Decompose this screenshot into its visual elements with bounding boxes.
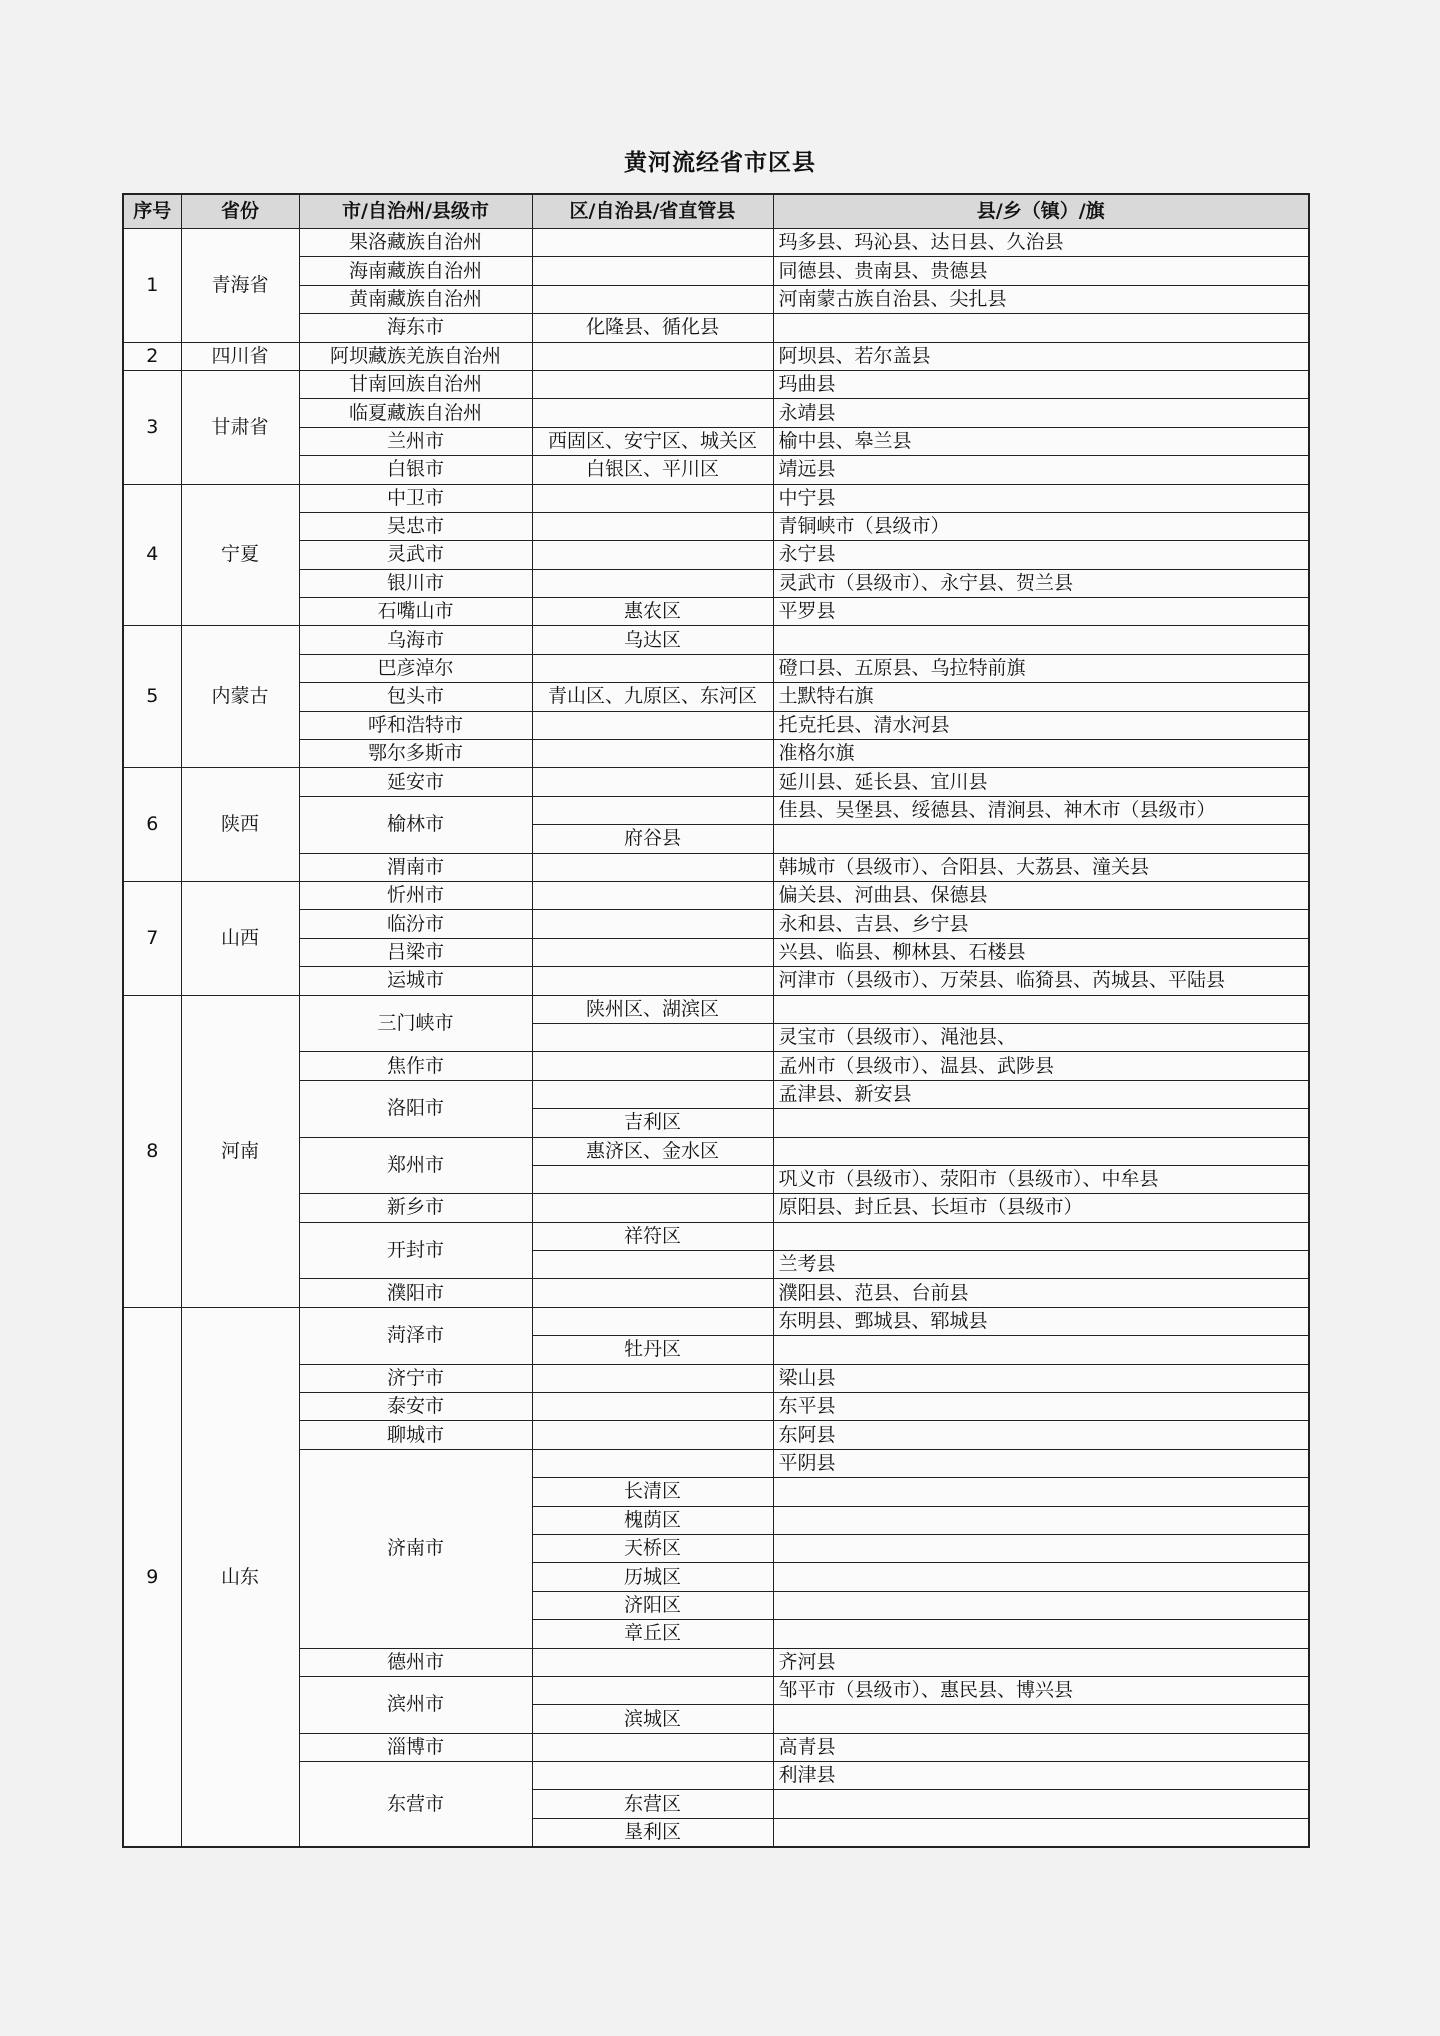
province-cell: 甘肃省: [181, 370, 299, 484]
city-cell: 海东市: [299, 314, 532, 342]
city-cell: 海南藏族自治州: [299, 257, 532, 285]
seq-cell: 6: [123, 768, 181, 882]
province-cell: 山东: [181, 1307, 299, 1847]
table-row: [123, 1762, 1309, 1790]
district-cell: 化隆县、循化县: [532, 314, 773, 342]
table-row: [123, 796, 1309, 824]
county-cell: [773, 1137, 1309, 1165]
district-cell: 济阳区: [532, 1591, 773, 1619]
county-cell: [773, 626, 1309, 654]
district-cell: 东营区: [532, 1790, 773, 1818]
city-cell: 滨州市: [299, 1676, 532, 1733]
table-row: [123, 569, 1309, 597]
district-cell: [532, 1449, 773, 1477]
county-cell: 托克托县、清水河县: [773, 711, 1309, 739]
county-cell: 榆中县、皋兰县: [773, 427, 1309, 455]
city-cell: 黄南藏族自治州: [299, 285, 532, 313]
city-cell: 临汾市: [299, 910, 532, 938]
county-cell: 中宁县: [773, 484, 1309, 512]
city-cell: 果洛藏族自治州: [299, 229, 532, 257]
document-title: 黄河流经省市区县: [624, 150, 816, 176]
county-cell: [773, 1336, 1309, 1364]
city-cell: 濮阳市: [299, 1279, 532, 1307]
county-cell: 磴口县、五原县、乌拉特前旗: [773, 654, 1309, 682]
district-cell: [532, 370, 773, 398]
county-cell: 东明县、鄄城县、郓城县: [773, 1307, 1309, 1335]
district-cell: [532, 569, 773, 597]
city-cell: 新乡市: [299, 1194, 532, 1222]
county-cell: [773, 1478, 1309, 1506]
district-cell: [532, 1307, 773, 1335]
county-cell: 延川县、延长县、宜川县: [773, 768, 1309, 796]
province-cell: 山西: [181, 881, 299, 995]
county-cell: [773, 1591, 1309, 1619]
city-cell: 呼和浩特市: [299, 711, 532, 739]
district-cell: [532, 342, 773, 370]
table-row: [123, 740, 1309, 768]
district-cell: 祥符区: [532, 1222, 773, 1250]
seq-cell: 7: [123, 881, 181, 995]
table-row: [123, 512, 1309, 540]
district-cell: [532, 512, 773, 540]
city-cell: 兰州市: [299, 427, 532, 455]
district-cell: [532, 910, 773, 938]
district-cell: [532, 938, 773, 966]
table-row: [123, 1648, 1309, 1676]
district-cell: [532, 1279, 773, 1307]
table-row: [123, 257, 1309, 285]
county-cell: 利津县: [773, 1762, 1309, 1790]
county-cell: 永宁县: [773, 541, 1309, 569]
county-cell: [773, 825, 1309, 853]
city-cell: 巴彦淖尔: [299, 654, 532, 682]
city-cell: 乌海市: [299, 626, 532, 654]
table-row: [123, 711, 1309, 739]
county-cell: 巩义市（县级市）、荥阳市（县级市）、中牟县: [773, 1165, 1309, 1193]
county-cell: 平罗县: [773, 598, 1309, 626]
county-cell: 同德县、贵南县、贵德县: [773, 257, 1309, 285]
table-row: [123, 1676, 1309, 1704]
table-row: [123, 598, 1309, 626]
table-row: [123, 285, 1309, 313]
table-row: [123, 938, 1309, 966]
district-cell: [532, 740, 773, 768]
header-seq: 序号: [123, 194, 181, 229]
city-cell: 淄博市: [299, 1733, 532, 1761]
city-cell: 洛阳市: [299, 1080, 532, 1137]
county-cell: 永和县、吉县、乡宁县: [773, 910, 1309, 938]
district-cell: [532, 1676, 773, 1704]
city-cell: 渭南市: [299, 853, 532, 881]
table-row: [123, 683, 1309, 711]
seq-cell: 8: [123, 995, 181, 1307]
seq-cell: 9: [123, 1307, 181, 1847]
city-cell: 吴忠市: [299, 512, 532, 540]
city-cell: 济南市: [299, 1449, 532, 1648]
table-row: [123, 484, 1309, 512]
table-row: [123, 995, 1309, 1023]
city-cell: 榆林市: [299, 796, 532, 853]
county-cell: 土默特右旗: [773, 683, 1309, 711]
table-row: [123, 1733, 1309, 1761]
county-cell: [773, 1506, 1309, 1534]
city-cell: 三门峡市: [299, 995, 532, 1052]
county-cell: 孟州市（县级市）、温县、武陟县: [773, 1052, 1309, 1080]
county-cell: 齐河县: [773, 1648, 1309, 1676]
table-row: [123, 626, 1309, 654]
yellow-river-table: [122, 193, 1310, 1848]
city-cell: 忻州市: [299, 881, 532, 909]
county-cell: 平阴县: [773, 1449, 1309, 1477]
table-row: [123, 370, 1309, 398]
province-cell: 青海省: [181, 229, 299, 343]
district-cell: [532, 1052, 773, 1080]
county-cell: 孟津县、新安县: [773, 1080, 1309, 1108]
district-cell: [532, 229, 773, 257]
district-cell: 长清区: [532, 1478, 773, 1506]
table-row: [123, 1279, 1309, 1307]
county-cell: 准格尔旗: [773, 740, 1309, 768]
table-row: [123, 881, 1309, 909]
district-cell: 滨城区: [532, 1705, 773, 1733]
seq-cell: 4: [123, 484, 181, 626]
city-cell: 延安市: [299, 768, 532, 796]
city-cell: 包头市: [299, 683, 532, 711]
county-cell: 玛曲县: [773, 370, 1309, 398]
table-row: [123, 654, 1309, 682]
table-row: [123, 1449, 1309, 1477]
district-cell: [532, 853, 773, 881]
table-row: [123, 768, 1309, 796]
county-cell: [773, 1109, 1309, 1137]
district-cell: 天桥区: [532, 1534, 773, 1562]
county-cell: [773, 1818, 1309, 1847]
district-cell: [532, 541, 773, 569]
county-cell: [773, 314, 1309, 342]
header-province: 省份: [181, 194, 299, 229]
seq-cell: 3: [123, 370, 181, 484]
city-cell: 灵武市: [299, 541, 532, 569]
city-cell: 白银市: [299, 456, 532, 484]
table-row: [123, 853, 1309, 881]
district-cell: 西固区、安宁区、城关区: [532, 427, 773, 455]
county-cell: 兰考县: [773, 1251, 1309, 1279]
district-cell: 牡丹区: [532, 1336, 773, 1364]
district-cell: [532, 768, 773, 796]
city-cell: 运城市: [299, 967, 532, 995]
district-cell: 章丘区: [532, 1620, 773, 1648]
district-cell: [532, 796, 773, 824]
county-cell: 青铜峡市（县级市）: [773, 512, 1309, 540]
county-cell: [773, 1563, 1309, 1591]
province-cell: 宁夏: [181, 484, 299, 626]
city-cell: 聊城市: [299, 1421, 532, 1449]
city-cell: 东营市: [299, 1762, 532, 1848]
table-header-row: [123, 194, 1309, 229]
county-cell: 阿坝县、若尔盖县: [773, 342, 1309, 370]
county-cell: 东平县: [773, 1393, 1309, 1421]
county-cell: 河南蒙古族自治县、尖扎县: [773, 285, 1309, 313]
county-cell: 濮阳县、范县、台前县: [773, 1279, 1309, 1307]
district-cell: [532, 484, 773, 512]
district-cell: [532, 1648, 773, 1676]
county-cell: [773, 1705, 1309, 1733]
table-row: [123, 456, 1309, 484]
province-cell: 陕西: [181, 768, 299, 882]
district-cell: [532, 1393, 773, 1421]
table-row: [123, 1052, 1309, 1080]
county-cell: 靖远县: [773, 456, 1309, 484]
district-cell: 青山区、九原区、东河区: [532, 683, 773, 711]
county-cell: [773, 1534, 1309, 1562]
header-district: 区/自治县/省直管县: [532, 194, 773, 229]
table-row: [123, 1393, 1309, 1421]
district-cell: [532, 967, 773, 995]
district-cell: 惠济区、金水区: [532, 1137, 773, 1165]
table-row: [123, 910, 1309, 938]
city-cell: 中卫市: [299, 484, 532, 512]
city-cell: 郑州市: [299, 1137, 532, 1194]
county-cell: 玛多县、玛沁县、达日县、久治县: [773, 229, 1309, 257]
district-cell: [532, 399, 773, 427]
city-cell: 德州市: [299, 1648, 532, 1676]
table-row: [123, 1421, 1309, 1449]
district-cell: [532, 285, 773, 313]
table-row: [123, 1194, 1309, 1222]
table-row: [123, 541, 1309, 569]
table-row: [123, 314, 1309, 342]
table-row: [123, 1307, 1309, 1335]
city-cell: 甘南回族自治州: [299, 370, 532, 398]
county-cell: 偏关县、河曲县、保德县: [773, 881, 1309, 909]
district-cell: [532, 711, 773, 739]
table-row: [123, 229, 1309, 257]
county-cell: [773, 1790, 1309, 1818]
district-cell: 陕州区、湖滨区: [532, 995, 773, 1023]
county-cell: 东阿县: [773, 1421, 1309, 1449]
county-cell: 灵宝市（县级市）、渑池县、: [773, 1023, 1309, 1051]
table-row: [123, 1222, 1309, 1250]
city-cell: 菏泽市: [299, 1307, 532, 1364]
table-body: [123, 229, 1309, 1848]
county-cell: 兴县、临县、柳林县、石楼县: [773, 938, 1309, 966]
table-row: [123, 1137, 1309, 1165]
district-cell: [532, 881, 773, 909]
table-row: [123, 342, 1309, 370]
district-cell: 垦利区: [532, 1818, 773, 1847]
header-county: 县/乡（镇）/旗: [773, 194, 1309, 229]
district-cell: [532, 1251, 773, 1279]
district-cell: [532, 1421, 773, 1449]
city-cell: 吕梁市: [299, 938, 532, 966]
table-row: [123, 967, 1309, 995]
district-cell: [532, 1733, 773, 1761]
district-cell: [532, 654, 773, 682]
table-row: [123, 427, 1309, 455]
county-cell: 佳县、吴堡县、绥德县、清涧县、神木市（县级市）: [773, 796, 1309, 824]
province-cell: 内蒙古: [181, 626, 299, 768]
county-cell: 梁山县: [773, 1364, 1309, 1392]
seq-cell: 2: [123, 342, 181, 370]
county-cell: 永靖县: [773, 399, 1309, 427]
district-cell: [532, 1080, 773, 1108]
county-cell: 邹平市（县级市）、惠民县、博兴县: [773, 1676, 1309, 1704]
province-cell: 河南: [181, 995, 299, 1307]
city-cell: 开封市: [299, 1222, 532, 1279]
city-cell: 阿坝藏族羌族自治州: [299, 342, 532, 370]
table-row: [123, 1080, 1309, 1108]
county-cell: [773, 995, 1309, 1023]
province-cell: 四川省: [181, 342, 299, 370]
district-cell: 乌达区: [532, 626, 773, 654]
district-cell: 槐荫区: [532, 1506, 773, 1534]
county-cell: 河津市（县级市）、万荣县、临猗县、芮城县、平陆县: [773, 967, 1309, 995]
district-cell: [532, 1762, 773, 1790]
district-cell: 府谷县: [532, 825, 773, 853]
county-cell: 韩城市（县级市）、合阳县、大荔县、潼关县: [773, 853, 1309, 881]
county-cell: [773, 1222, 1309, 1250]
district-cell: [532, 257, 773, 285]
seq-cell: 1: [123, 229, 181, 343]
city-cell: 银川市: [299, 569, 532, 597]
city-cell: 焦作市: [299, 1052, 532, 1080]
district-cell: 惠农区: [532, 598, 773, 626]
district-cell: [532, 1023, 773, 1051]
city-cell: 临夏藏族自治州: [299, 399, 532, 427]
county-cell: 灵武市（县级市）、永宁县、贺兰县: [773, 569, 1309, 597]
county-cell: [773, 1620, 1309, 1648]
seq-cell: 5: [123, 626, 181, 768]
city-cell: 济宁市: [299, 1364, 532, 1392]
district-cell: 历城区: [532, 1563, 773, 1591]
header-city: 市/自治州/县级市: [299, 194, 532, 229]
table-row: [123, 399, 1309, 427]
city-cell: 石嘴山市: [299, 598, 532, 626]
district-cell: 吉利区: [532, 1109, 773, 1137]
district-cell: 白银区、平川区: [532, 456, 773, 484]
county-cell: 高青县: [773, 1733, 1309, 1761]
city-cell: 鄂尔多斯市: [299, 740, 532, 768]
district-cell: [532, 1194, 773, 1222]
district-cell: [532, 1364, 773, 1392]
district-cell: [532, 1165, 773, 1193]
table-row: [123, 1364, 1309, 1392]
county-cell: 原阳县、封丘县、长垣市（县级市）: [773, 1194, 1309, 1222]
city-cell: 泰安市: [299, 1393, 532, 1421]
